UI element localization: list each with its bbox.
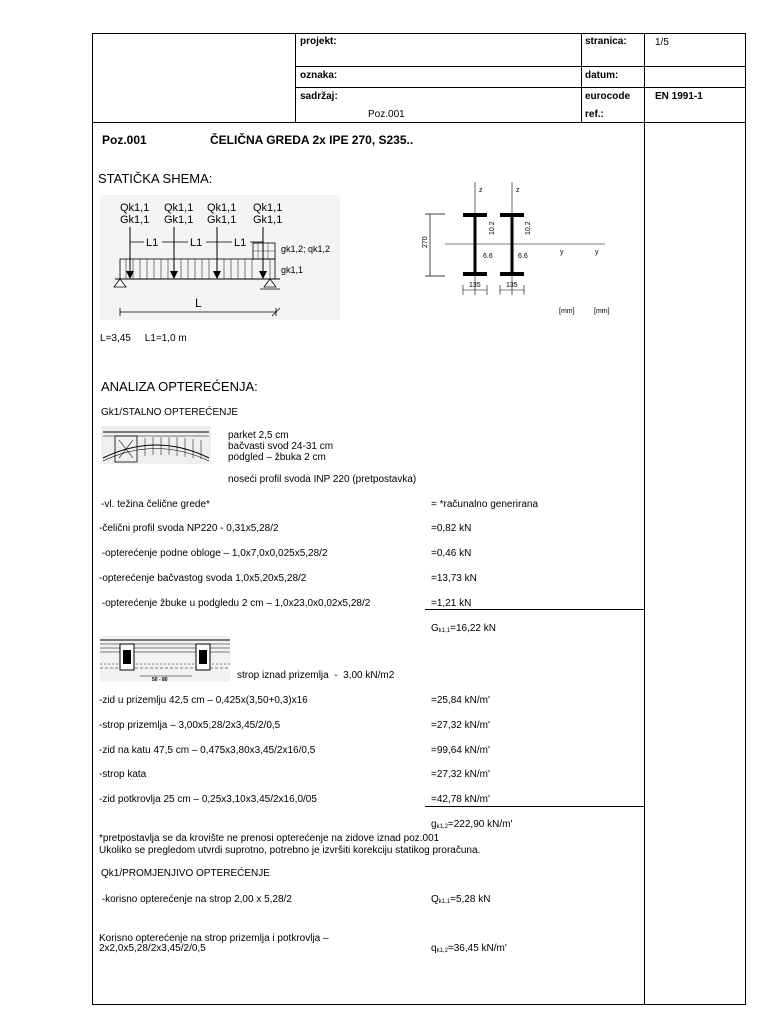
load-g-label-4: Gk1,1 <box>253 214 283 226</box>
q-row-value: =5,28 kN <box>450 894 491 905</box>
frame-row2 <box>295 87 746 88</box>
flange-width-label-2: 135 <box>506 282 518 289</box>
span-l1-label-3: L1 <box>234 237 247 249</box>
axis-y-label-1: y <box>560 249 564 256</box>
q2-line-1: Korisno opterećenje na strop prizemlja i potkrovlja – <box>99 933 329 944</box>
load-g-label-3: Gk1,1 <box>207 214 237 226</box>
load-q-label-4: Qk1,1 <box>253 202 283 214</box>
row2-3-value: =27,32 kN/m' <box>431 769 490 780</box>
eurocode-label: eurocode <box>585 91 631 102</box>
profile-height-label: 270 <box>422 236 429 248</box>
stranica-value: 1/5 <box>655 37 669 48</box>
row2-3-label: -strop kata <box>99 769 147 780</box>
sum2-sub: k1,2 <box>436 824 448 830</box>
floor-section-image <box>101 426 211 464</box>
row1-4-label: -opterećenje žbuke u podgledu 2 cm – 1,0x23,0x0,02x5,28/2 <box>99 598 371 609</box>
sadrzaj-label: sadržaj: <box>300 91 338 102</box>
frame-right <box>745 33 746 1005</box>
flange-width-label-1: 135 <box>469 282 481 289</box>
stranica-label: stranica: <box>585 36 627 47</box>
frame-top <box>92 33 746 34</box>
layer-2: bačvasti svod 24-31 cm <box>228 441 334 452</box>
row2-0-value: =25,84 kN/m' <box>431 695 490 706</box>
sum2-value: =222,90 kN/m' <box>447 819 513 830</box>
note-2: Ukoliko se pregledom utvrdi suprotno, potrebno je izvršiti korekciju statikog proračuna. <box>99 845 481 856</box>
load-right-top-label: gk1,2; qk1,2 <box>281 244 331 254</box>
sum1-sub: k1,1 <box>438 628 451 634</box>
frame-header-bottom <box>92 122 746 123</box>
inp-note: noseći profil svoda INP 220 (pretpostavka) <box>228 474 417 485</box>
q-row-sub: k1,1 <box>438 899 451 905</box>
q2-value: =36,45 kN/m' <box>447 943 507 954</box>
flange-thk-label-1: 10.2 <box>489 221 496 235</box>
axis-z-label-2: z <box>516 187 520 194</box>
datum-label: datum: <box>585 70 619 81</box>
span-l-label: L <box>195 296 202 310</box>
row1-1-label: -čelični profil svoda NP220 - 0,31x5,28/2 <box>99 523 279 534</box>
schema-heading: STATIČKA SHEMA: <box>98 171 213 186</box>
row2-1-label: -strop prizemlja – 3,00x5,28/2x3,45/2/0,5 <box>99 720 281 731</box>
load-q-label-1: Qk1,1 <box>120 202 150 214</box>
row1-2-label: -opterećenje podne obloge – 1,0x7,0x0,025x5,28/2 <box>99 548 328 559</box>
load-right-bottom-label: gk1,1 <box>281 265 304 275</box>
row1-4-value: =1,21 kN <box>431 598 472 609</box>
note-1: *pretpostavlja se da krovište ne prenosi opterećenje na zidove iznad poz.001 <box>99 833 440 844</box>
oznaka-label: oznaka: <box>300 70 338 81</box>
web-thk-label-2: 6.6 <box>518 253 528 260</box>
frame-left <box>92 33 93 1005</box>
frame-col-ref <box>644 33 645 1005</box>
q2-sub: k1,2 <box>436 948 448 954</box>
sum1-prefix: G <box>431 623 439 634</box>
frame-col-stranica <box>581 33 582 122</box>
unit-label-2: [mm] <box>594 308 610 315</box>
web-thk-label-1: 6.6 <box>483 253 493 260</box>
slab-span-label: 50 - 80 <box>152 677 168 682</box>
span-l1-label-1: L1 <box>146 237 159 249</box>
row1-3-label: -opterećenje bačvastog svoda 1,0x5,20x5,28/2 <box>99 573 307 584</box>
sum2 <box>431 819 512 830</box>
row1-0-value: = *računalno generirana <box>431 499 539 510</box>
ref-label: ref.: <box>585 109 604 120</box>
row2-2-label: -zid na katu 47,5 cm – 0,475x3,80x3,45/2x16/0,5 <box>99 745 316 756</box>
beam-load-diagram <box>100 195 340 320</box>
q2-line-2: 2x2,0x5,28/2x3,45/2/0,5 <box>99 943 206 954</box>
frame-bottom <box>92 1004 746 1005</box>
load-q-label-3: Qk1,1 <box>207 202 237 214</box>
sadrzaj-value: Poz.001 <box>368 109 405 120</box>
unit-label-1: [mm] <box>559 308 575 315</box>
sum1-line <box>425 609 644 610</box>
row1-0-label: -vl. težina čelične grede* <box>101 499 210 510</box>
analysis-heading: ANALIZA OPTEREĆENJA: <box>101 379 258 394</box>
layer-3: podgled – žbuka 2 cm <box>228 452 326 463</box>
row2-4-label: -zid potkrovlja 25 cm – 0,25x3,10x3,45/2x16,0/05 <box>99 794 317 805</box>
sum2-line <box>425 806 644 807</box>
row2-2-value: =99,64 kN/m' <box>431 745 490 756</box>
flange-thk-label-2: 10.2 <box>525 221 532 235</box>
row2-0-label: -zid u prizemlju 42,5 cm – 0,425x(3,50+0,3)x16 <box>99 695 308 706</box>
sum2-prefix: g <box>431 819 437 830</box>
row2-4-value: =42,78 kN/m' <box>431 794 490 805</box>
load-g-label-1: Gk1,1 <box>120 214 150 226</box>
axis-y-label-2: y <box>595 249 599 256</box>
load-q-label-2: Qk1,1 <box>164 202 194 214</box>
beam-title: ČELIČNA GREDA 2x IPE 270, S235.. <box>210 133 414 147</box>
q2-prefix: q <box>431 943 437 954</box>
eurocode-value: EN 1991-1 <box>655 91 703 102</box>
row1-2-value: =0,46 kN <box>431 548 472 559</box>
qk1-heading: Qk1/PROMJENJIVO OPTEREĆENJE <box>101 868 270 879</box>
q-row-prefix: Q <box>431 894 439 905</box>
ipe-cross-section <box>415 180 620 320</box>
frame-row1 <box>295 66 746 67</box>
q-row-label: -korisno opterećenje na strop 2,00 x 5,28/2 <box>99 894 292 905</box>
frame-col-project <box>295 33 296 122</box>
row2-1-value: =27,32 kN/m' <box>431 720 490 731</box>
span-l1-label-2: L1 <box>190 237 203 249</box>
load-g-label-2: Gk1,1 <box>164 214 194 226</box>
axis-z-label-1: z <box>479 187 483 194</box>
span-dimensions: L=3,45 L1=1,0 m <box>100 333 187 344</box>
layer-1: parket 2,5 cm <box>228 430 289 441</box>
strop-label: strop iznad prizemlja - 3,00 kN/m2 <box>237 670 395 681</box>
q2-result <box>431 943 507 954</box>
gk1-heading: Gk1/STALNO OPTEREĆENJE <box>101 407 239 418</box>
row1-1-value: =0,82 kN <box>431 523 472 534</box>
projekt-label: projekt: <box>300 36 337 47</box>
q-row-result <box>431 894 490 905</box>
row1-3-value: =13,73 kN <box>431 573 477 584</box>
poz-title: Poz.001 <box>102 133 147 147</box>
floor-slab-image <box>100 636 230 682</box>
sum1 <box>431 623 496 634</box>
sum1-value: =16,22 kN <box>450 623 496 634</box>
